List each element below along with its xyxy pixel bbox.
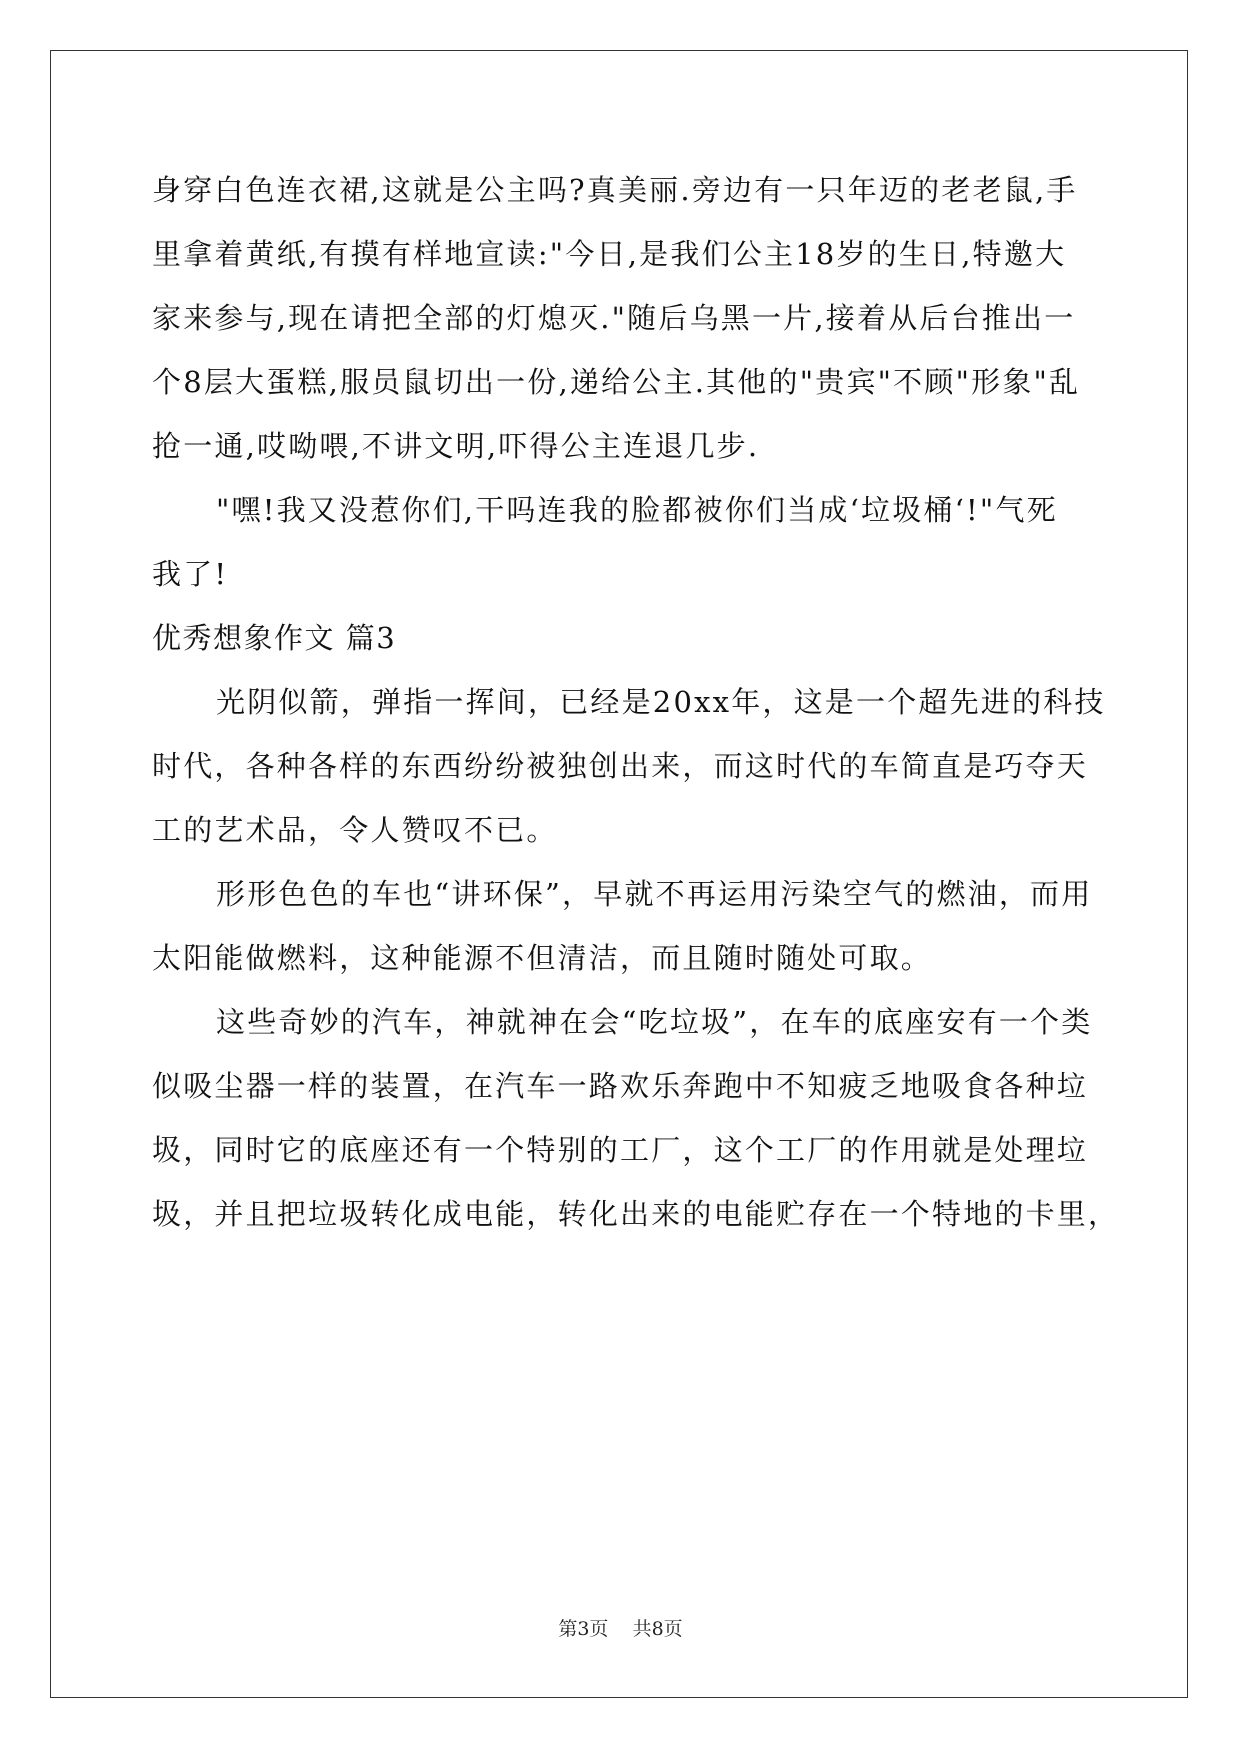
section-heading: 优秀想象作文 篇3 (152, 621, 397, 655)
text-line: 形形色色的车也“讲环保”，早就不再运用污染空气的燃油，而用 (216, 877, 1093, 911)
text-line: 光阴似箭，弹指一挥间，已经是20xx年，这是一个超先进的科技 (216, 685, 1106, 719)
text-line: 工的艺术品，令人赞叹不已。 (152, 813, 558, 847)
page-number: 第3页 共8页 (558, 1618, 683, 1640)
text-line: 太阳能做燃料，这种能源不但清洁，而且随时随处可取。 (152, 941, 933, 975)
text-line: 时代，各种各样的东西纷纷被独创出来，而这时代的车简直是巧夺天 (152, 749, 1089, 783)
text-line: 抢一通,哎呦喂,不讲文明,吓得公主连退几步. (152, 429, 760, 463)
text-line: 这些奇妙的汽车，神就神在会“吃垃圾”，在车的底座安有一个类 (216, 1005, 1093, 1039)
text-line: 圾，并且把垃圾转化成电能，转化出来的电能贮存在一个特地的卡里， (152, 1197, 1120, 1231)
text-line: 我了! (152, 557, 229, 591)
text-line: 个8层大蛋糕,服员鼠切出一份,递给公主.其他的"贵宾"不顾"形象"乱 (152, 365, 1081, 399)
text-line: 里拿着黄纸,有摸有样地宣读:"今日,是我们公主18岁的生日,特邀大 (152, 237, 1067, 271)
text-line: 圾，同时它的底座还有一个特别的工厂，这个工厂的作用就是处理垃 (152, 1133, 1089, 1167)
text-line: 家来参与,现在请把全部的灯熄灭."随后乌黑一片,接着从后台推出一 (152, 301, 1076, 335)
text-line: 似吸尘器一样的装置，在汽车一路欢乐奔跑中不知疲乏地吸食各种垃 (152, 1069, 1089, 1103)
document-body (152, 158, 1120, 1246)
text-line: 身穿白色连衣裙,这就是公主吗?真美丽.旁边有一只年迈的老老鼠,手 (152, 173, 1078, 207)
text-line: "嘿!我又没惹你们,干吗连我的脸都被你们当成‘垃圾桶‘!"气死 (216, 493, 1058, 527)
